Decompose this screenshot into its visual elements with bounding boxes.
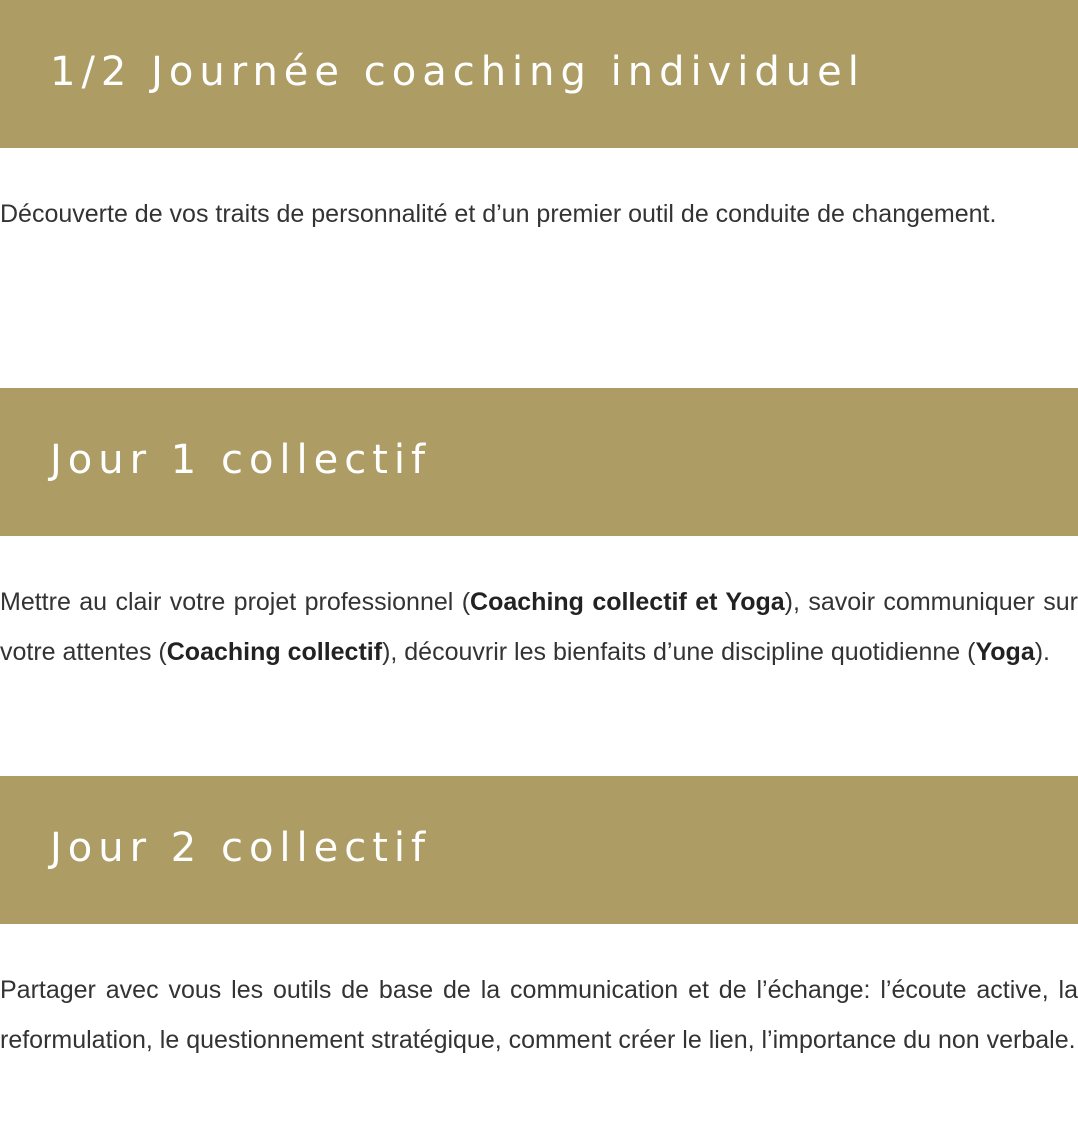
section-1-description: Découverte de vos traits de personnalité et d’un premier outil de conduite de changement. [0,200,997,228]
section-2-text-part: ). [1034,638,1051,666]
section-3-title: Jour 2 collectif [50,825,432,871]
section-2-banner [0,388,1078,536]
section-2-bold-coaching: Coaching collectif [166,638,383,666]
section-2-description [0,577,1078,677]
section-2-text-part: ), savoir communiquer sur votre attentes ( [0,588,1078,666]
section-1-banner [0,0,1078,148]
section-2-title: Jour 1 collectif [50,437,432,483]
section-2-text-part: Mettre au clair votre projet professionnel ( [0,588,471,616]
section-2-text-part: ), découvrir les bienfaits d’une discipline quotidienne ( [382,638,976,666]
section-3-banner [0,776,1078,924]
section-2-bold-yoga: Yoga [975,638,1035,666]
section-3-description: Partager avec vous les outils de base de la communication et de l’échange: l’écoute active, la reformulation, le questionnement stratégique, comment créer le lien, l’importance du non verbale. [0,976,1078,1054]
section-2-bold-coaching-yoga: Coaching collectif et Yoga [470,588,785,616]
section-1-title: 1/2 Journée coaching individuel [50,49,865,95]
